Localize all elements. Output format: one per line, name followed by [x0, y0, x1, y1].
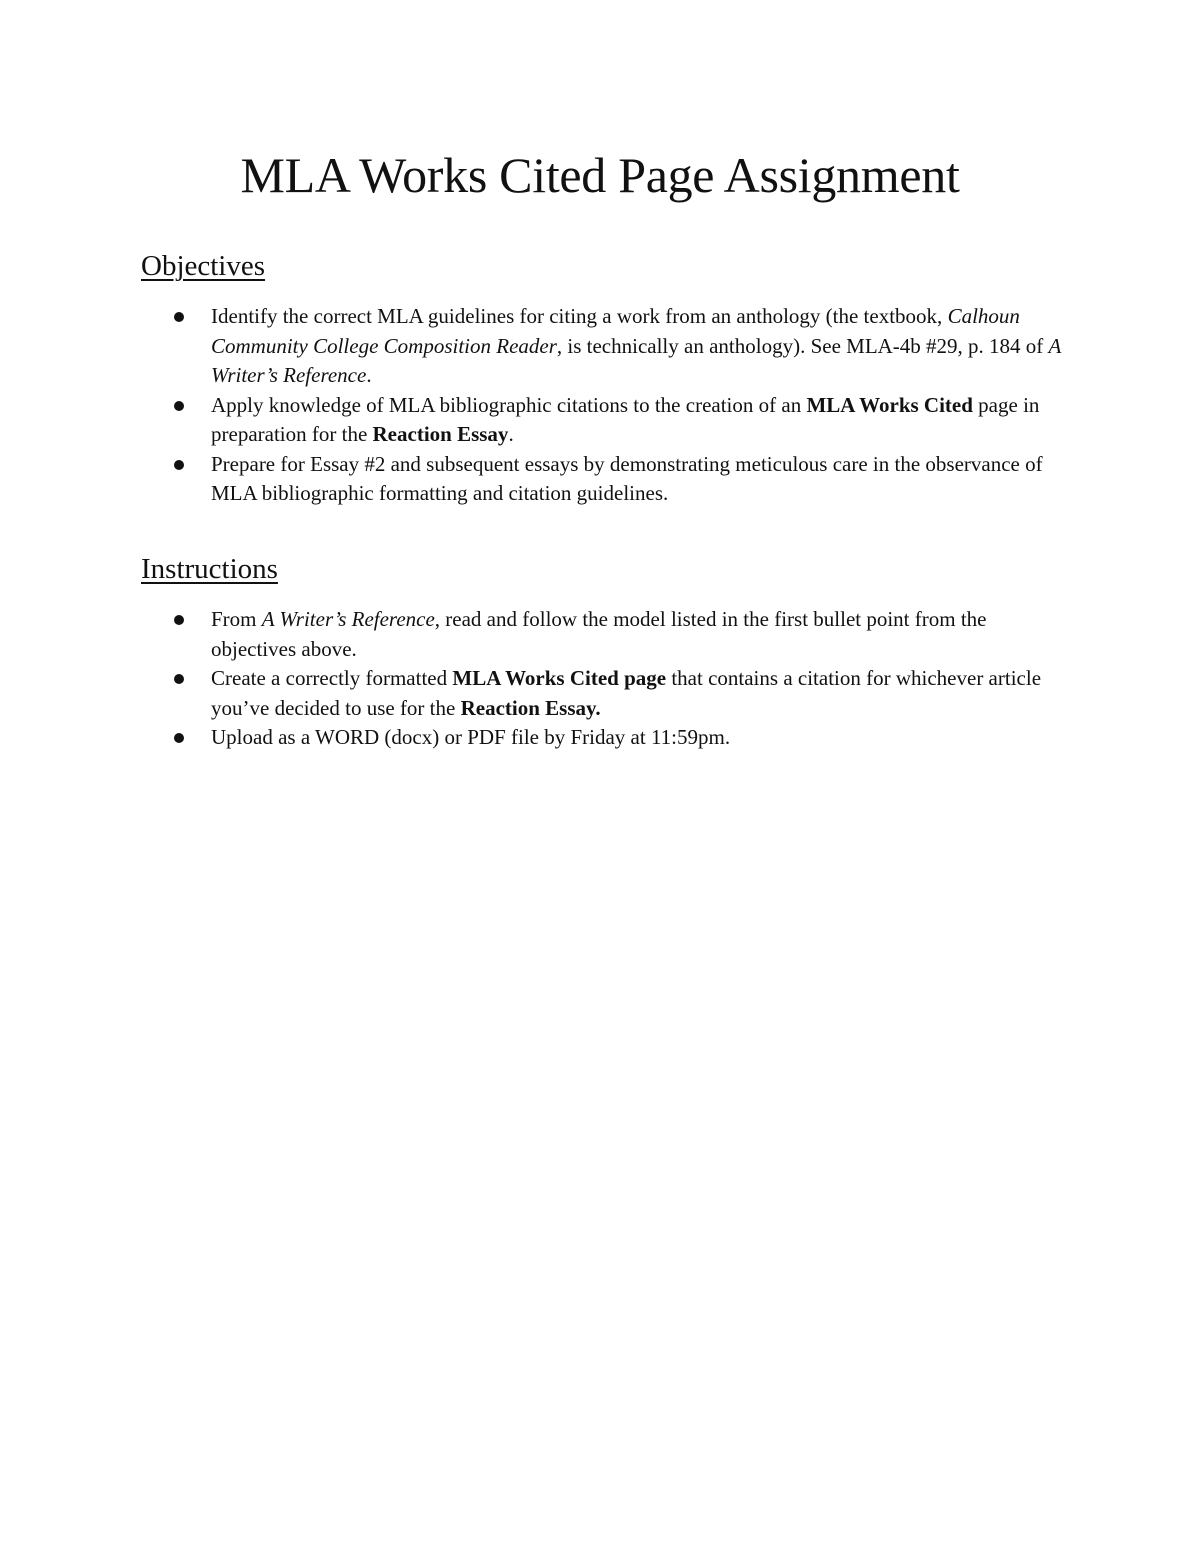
works-cited-term: MLA Works Cited: [806, 392, 973, 417]
reaction-essay-term: Reaction Essay.: [460, 695, 601, 720]
bullet-icon: [174, 460, 184, 470]
works-cited-term: MLA Works Cited page: [452, 666, 667, 690]
objective-item: Identify the correct MLA guidelines for citing a work from an anthology (the textbook, Calhoun Community College Composition Reader, is technically an anthology). See MLA-4b #29, p. 184 of A Writer’s Reference.: [211, 302, 1071, 391]
page-title: MLA Works Cited Page Assignment: [240, 147, 960, 203]
reference-title: A Writer’s Reference: [261, 607, 435, 631]
instruction-item: Upload as a WORD (docx) or PDF file by Friday at 11:59pm.: [211, 723, 1071, 753]
reference-title: A Writer’s Reference: [211, 333, 1061, 387]
bullet-icon: [174, 674, 184, 684]
instruction-item: Create a correctly formatted MLA Works Cited page that contains a citation for whichever article you’ve decided to use for the Reaction Essay.: [211, 664, 1071, 723]
bullet-icon: [174, 312, 184, 322]
bullet-icon: [174, 401, 184, 411]
instructions-heading: Instructions: [141, 553, 278, 585]
instruction-item: From A Writer’s Reference, read and follow the model listed in the first bullet point from the objectives above.: [211, 605, 1071, 664]
objectives-heading: Objectives: [141, 250, 266, 282]
bullet-icon: [174, 733, 184, 743]
instructions-list: [211, 605, 1071, 753]
objectives-list: [211, 302, 1071, 509]
reaction-essay-term: Reaction Essay: [372, 422, 509, 446]
objective-item: Prepare for Essay #2 and subsequent essays by demonstrating meticulous care in the observance of MLA bibliographic formatting and citation guidelines.: [211, 450, 1071, 509]
objective-item: Apply knowledge of MLA bibliographic citations to the creation of an MLA Works Cited page in preparation for the Reaction Essay.: [211, 391, 1071, 450]
textbook-title: Calhoun Community College Composition Reader: [211, 304, 1020, 358]
bullet-icon: [174, 615, 184, 625]
